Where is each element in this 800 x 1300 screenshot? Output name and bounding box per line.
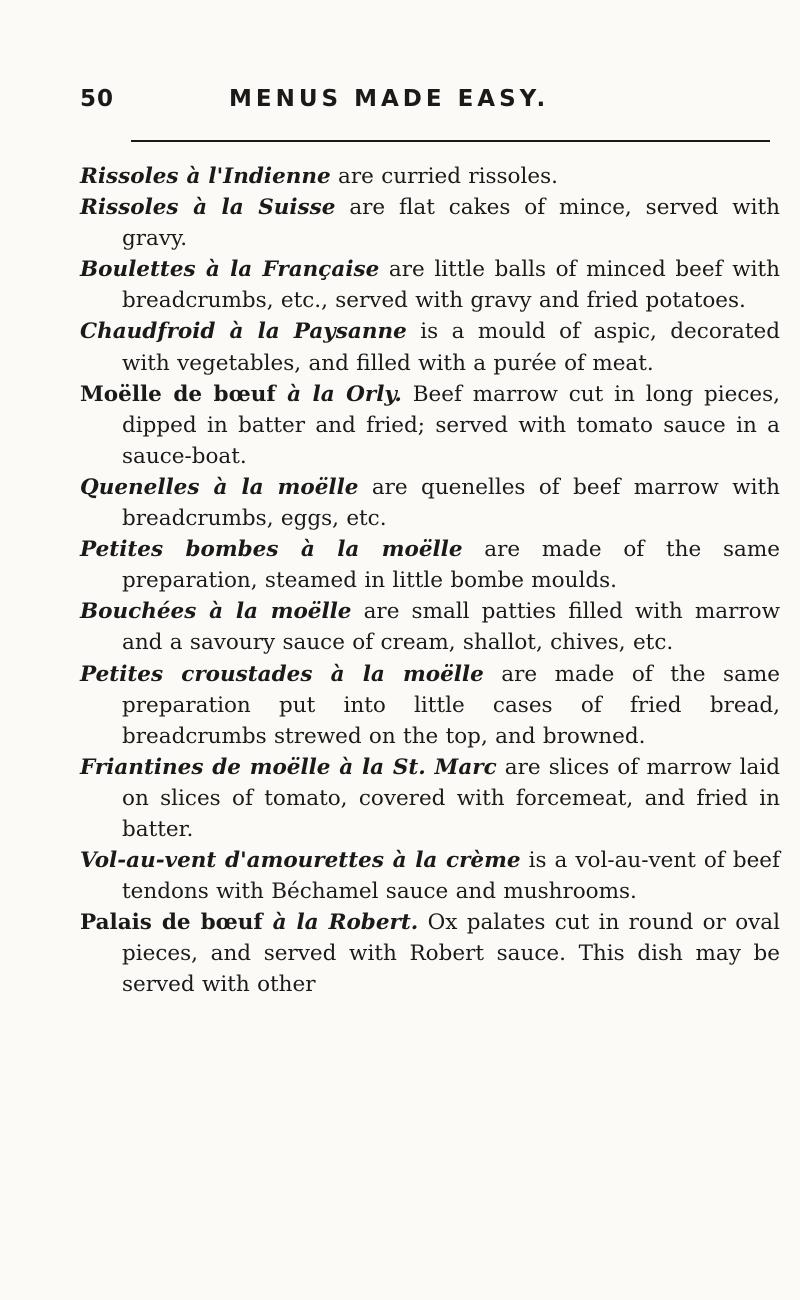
entry-term: Chaudfroid à la Paysanne bbox=[80, 319, 407, 345]
entry-term: Boulettes à la Française bbox=[80, 257, 380, 283]
menu-entry bbox=[80, 752, 780, 845]
entry-term: Rissoles à la Suisse bbox=[80, 195, 336, 221]
entry-term: à la Robert. bbox=[272, 910, 419, 936]
menu-entry bbox=[80, 316, 780, 378]
entry-term: Quenelles à la moëlle bbox=[80, 474, 359, 500]
entry-description: are little balls of minced beef with breadcrumbs, etc., served with gravy and fried potatoes. bbox=[122, 257, 780, 314]
menu-entry bbox=[80, 907, 780, 1000]
entry-term: Rissoles à l'Indienne bbox=[80, 164, 331, 189]
entry-description: are slices of marrow laid on slices of tomato, covered with forcemeat, and fried in batter. bbox=[122, 754, 780, 842]
entry-description: are curried rissoles. bbox=[330, 164, 558, 189]
menu-entry bbox=[80, 659, 780, 752]
menu-entry bbox=[80, 192, 780, 254]
entry-description: is a vol-au-vent of beef tendons with Béchamel sauce and mushrooms. bbox=[122, 848, 780, 905]
entry-description: are made of the same preparation put into little cases of fried bread, breadcrumbs strewed on the top, and browned. bbox=[122, 661, 780, 749]
header-rule bbox=[131, 140, 770, 142]
entry-description: are small patties filled with marrow and a savoury sauce of cream, shallot, chives, etc. bbox=[122, 599, 780, 656]
entry-term-roman: Palais de bœuf bbox=[80, 910, 273, 936]
entry-description: are made of the same preparation, steamed in little bombe moulds. bbox=[122, 537, 780, 594]
entry-description: is a mould of aspic, decorated with vegetables, and filled with a purée of meat. bbox=[122, 319, 780, 376]
entry-description: Ox palates cut in round or oval pieces, and served with Robert sauce. This dish may be served with other bbox=[122, 910, 780, 998]
entry-term: Bouchées à la moëlle bbox=[80, 599, 352, 625]
menu-entry bbox=[80, 161, 780, 192]
menu-entry bbox=[80, 534, 780, 596]
entry-description: are flat cakes of mince, served with gravy. bbox=[122, 195, 780, 252]
entry-term: Petites bombes à la moëlle bbox=[80, 537, 463, 563]
menu-entry bbox=[80, 379, 780, 472]
entry-term: à la Orly. bbox=[287, 381, 402, 407]
menu-entry bbox=[80, 254, 780, 316]
menu-entry bbox=[80, 472, 780, 534]
running-title: MENUS MADE EASY. bbox=[229, 86, 550, 112]
menu-entry bbox=[80, 596, 780, 658]
menu-entry bbox=[80, 845, 780, 907]
entry-term: Vol-au-vent d'amourettes à la crème bbox=[80, 848, 521, 874]
page-header bbox=[80, 86, 756, 126]
entry-term: Friantines de moëlle à la St. Marc bbox=[80, 754, 497, 780]
entry-term: Petites croustades à la moëlle bbox=[80, 661, 484, 687]
page-number: 50 bbox=[80, 86, 115, 112]
entry-term-roman: Moëlle de bœuf bbox=[80, 381, 288, 407]
entry-description: Beef marrow cut in long pieces, dipped in batter and fried; served with tomato sauce in a sauce-boat. bbox=[122, 381, 781, 469]
entry-description: are quenelles of beef marrow with breadcrumbs, eggs, etc. bbox=[122, 474, 780, 532]
menu-entries bbox=[80, 161, 780, 1001]
